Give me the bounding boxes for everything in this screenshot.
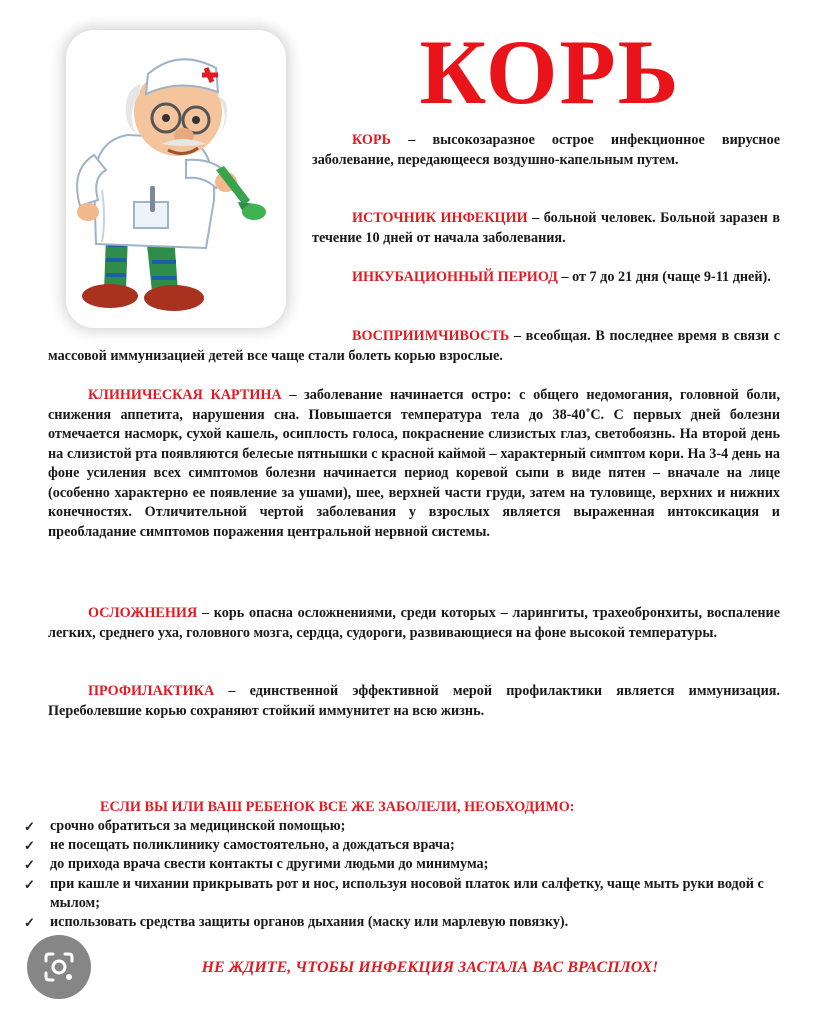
- paragraph-text: – высокозаразное острое инфекционное вирусное заболевание, передающееся воздушно-капельным путем.: [312, 132, 780, 168]
- check-mark-icon: ✓: [24, 876, 35, 892]
- term-label: КОРЬ: [352, 132, 392, 148]
- page-title: КОРЬ: [419, 21, 681, 123]
- term-label: ОСЛОЖНЕНИЯ: [88, 605, 198, 621]
- list-item-text: использовать средства защиты органов дыхания (маску или марлевую повязку).: [50, 914, 569, 931]
- clinical-picture-paragraph: [48, 386, 780, 542]
- infection-source-paragraph: [312, 209, 780, 248]
- term-label: ИНКУБАЦИОННЫЙ ПЕРИОД: [352, 269, 558, 285]
- list-item-text: не посещать поликлинику самостоятельно, а дождаться врача;: [50, 837, 455, 854]
- doctor-character-illustration: [66, 30, 286, 328]
- paragraph-text: – больной человек. Больной заразен в течение 10 дней от начала заболевания.: [312, 210, 781, 246]
- list-item: [24, 875, 794, 913]
- check-mark-icon: ✓: [24, 915, 35, 931]
- term-label: ПРОФИЛАКТИКА: [88, 683, 215, 699]
- doctor-illustration-card: [66, 30, 286, 328]
- susceptibility-paragraph: [48, 327, 780, 366]
- paragraph-text: – единственной эффективной мерой профилактики является иммунизация. Переболевшие корью сохраняют стойкий иммунитет на всю жизнь.: [48, 683, 780, 719]
- list-item-text: до прихода врача свести контакты с другими людьми до минимума;: [50, 856, 489, 873]
- warning-slogan: НЕ ЖДИТЕ, ЧТОБЫ ИНФЕКЦИЯ ЗАСТАЛА ВАС ВРАСПЛОХ!: [201, 959, 659, 976]
- check-mark-icon: ✓: [24, 819, 35, 834]
- check-mark-icon: ✓: [24, 857, 35, 873]
- paragraph-text: – от 7 до 21 дня (чаще 9-11 дней).: [557, 269, 771, 285]
- paragraph-text: – корь опасна осложнениями, среди которых – ларингиты, трахеобронхиты, воспаление легких, среднего уха, головного мозга, сердца, судороги, развивающиеся на фоне высокой температуры.: [48, 605, 780, 641]
- term-label: КЛИНИЧЕСКАЯ КАРТИНА: [88, 387, 282, 403]
- list-item-text: при кашле и чихании прикрывать рот и нос, используя носовой платок или салфетку, чаще мыть руки водой с мылом;: [50, 875, 764, 911]
- list-item: [24, 817, 794, 836]
- advice-checklist: [24, 817, 794, 932]
- list-item-text: срочно обратиться за медицинской помощью;: [50, 818, 346, 834]
- check-mark-icon: ✓: [24, 838, 35, 854]
- paragraph-text: – заболевание начинается остро: с общего недомогания, головной боли, снижения аппетита, нарушения сна. Повышается температура тела до 38-40˚С. С первых дней болезни отмечается насморк, сухой кашель, осиплость голоса, покраснение слизистых глаз, светобоязнь. На второй день на слизистой рта появляются белесые пятнышки с красной каймой – характерный симптом кори. На 3-4 день на фоне усиления всех симптомов болезни начинается период коревой сыпи в виде пятен – вначале на лице (особенно характерно ее появление за ушами), шее, верхней части груди, затем на туловище, верхних и нижних конечностях. Отличительной чертой заболевания у взрослых является выраженная интоксикация и преобладание симптомов поражения центральной нервной системы.: [48, 387, 780, 540]
- paragraph-text: – всеобщая. В последнее время в связи с массовой иммунизацией детей все чаще стали болеть корью взрослые.: [48, 328, 780, 364]
- term-label: ВОСПРИИМЧИВОСТЬ: [352, 328, 510, 344]
- list-item: [24, 855, 794, 874]
- advice-heading: ЕСЛИ ВЫ ИЛИ ВАШ РЕБЕНОК ВСЕ ЖЕ ЗАБОЛЕЛИ, НЕОБХОДИМО:: [100, 799, 575, 815]
- term-label: ИСТОЧНИК ИНФЕКЦИИ: [352, 210, 528, 226]
- list-item: [24, 913, 794, 932]
- lens-search-icon: [42, 950, 76, 984]
- complications-paragraph: [48, 604, 780, 643]
- prevention-paragraph: [48, 682, 780, 721]
- list-item: [24, 836, 794, 855]
- lens-search-button[interactable]: [27, 935, 91, 999]
- incubation-period-paragraph: [312, 268, 780, 288]
- definition-paragraph: [312, 131, 780, 170]
